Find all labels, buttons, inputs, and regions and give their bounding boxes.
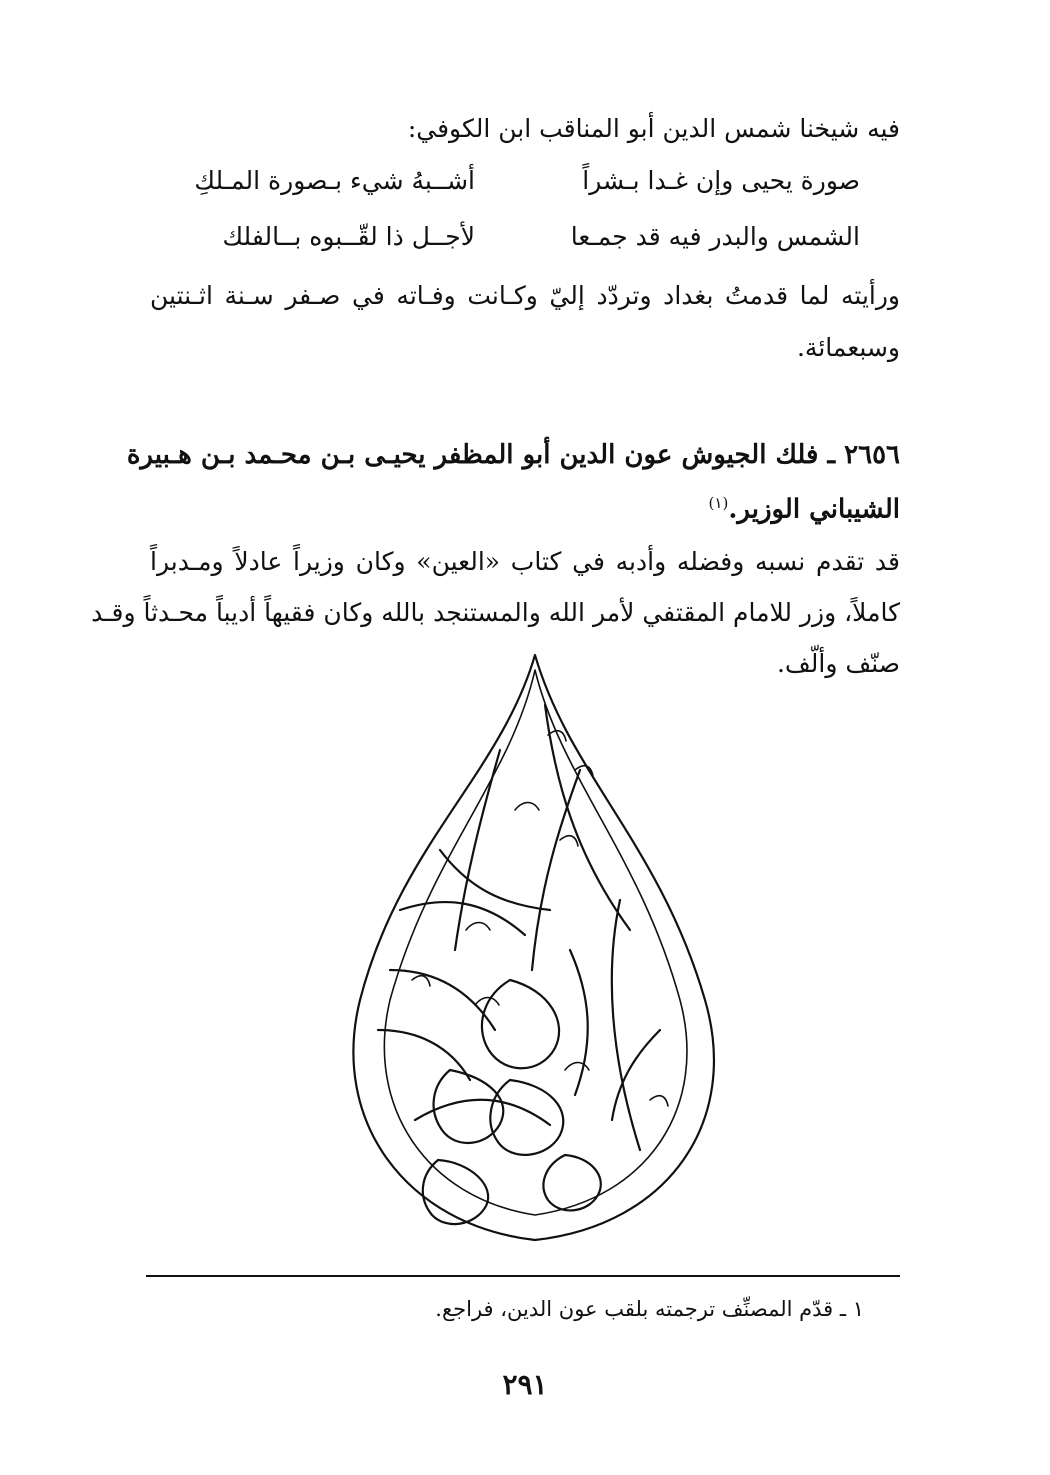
entry-heading-line-1: ٢٦٥٦ ـ فلك الجيوش عون الدين أبو المظفر يحيـى بـن محـمد بـن هـبيرة <box>126 440 900 470</box>
verse-2-second-hemistich: لأجــل ذا لقّــبوه بــالفلك <box>222 222 475 251</box>
verse-2-first-hemistich: الشمس والبدر فيه قد جمـعا <box>570 222 860 251</box>
verse-1-first-hemistich: صورة يحيى وإن غـدا بـشراً <box>582 166 860 195</box>
closing-line-1: ورأيته لما قدمتُ بغداد وتردّد إليّ وكـانت وفـاته في صـفر سـنة اثـنتين <box>150 281 900 310</box>
page-number: ٢٩١ <box>502 1368 548 1401</box>
entry-heading-line-2 <box>150 480 900 533</box>
entry-body-line-1: قد تقدم نسبه وفضله وأدبه في كتاب «العين» وكان وزيراً عادلاً ومـدبراً <box>150 547 900 576</box>
verse-row-2 <box>190 218 860 256</box>
verse-1-second-hemistich: أشــبهُ شيء بـصورة المـلكِ <box>194 166 475 195</box>
footnote-separator-rule <box>146 1275 900 1277</box>
entry-body-line-3: صنّف وألّف. <box>776 649 900 678</box>
closing-line-2: وسبعمائة. <box>796 333 900 362</box>
verse-row-1 <box>190 162 860 200</box>
footnote-reference-marker: (١) <box>708 494 729 512</box>
entry-heading-line-2-text: الشيباني الوزير. <box>728 494 900 525</box>
footnote-text: ١ ـ قدّم المصنِّف ترجمته بلقب عون الدين، فراجع. <box>435 1297 864 1321</box>
teardrop-calligraphy-illustration <box>320 650 750 1250</box>
intro-line: فيه شيخنا شمس الدين أبو المناقب ابن الكوفي: <box>407 114 900 143</box>
entry-body-line-2: كاملاً، وزر للامام المقتفي لأمر الله والمستنجد بالله وكان فقيهاً أديباً محـدثاً وقـد <box>91 598 900 627</box>
